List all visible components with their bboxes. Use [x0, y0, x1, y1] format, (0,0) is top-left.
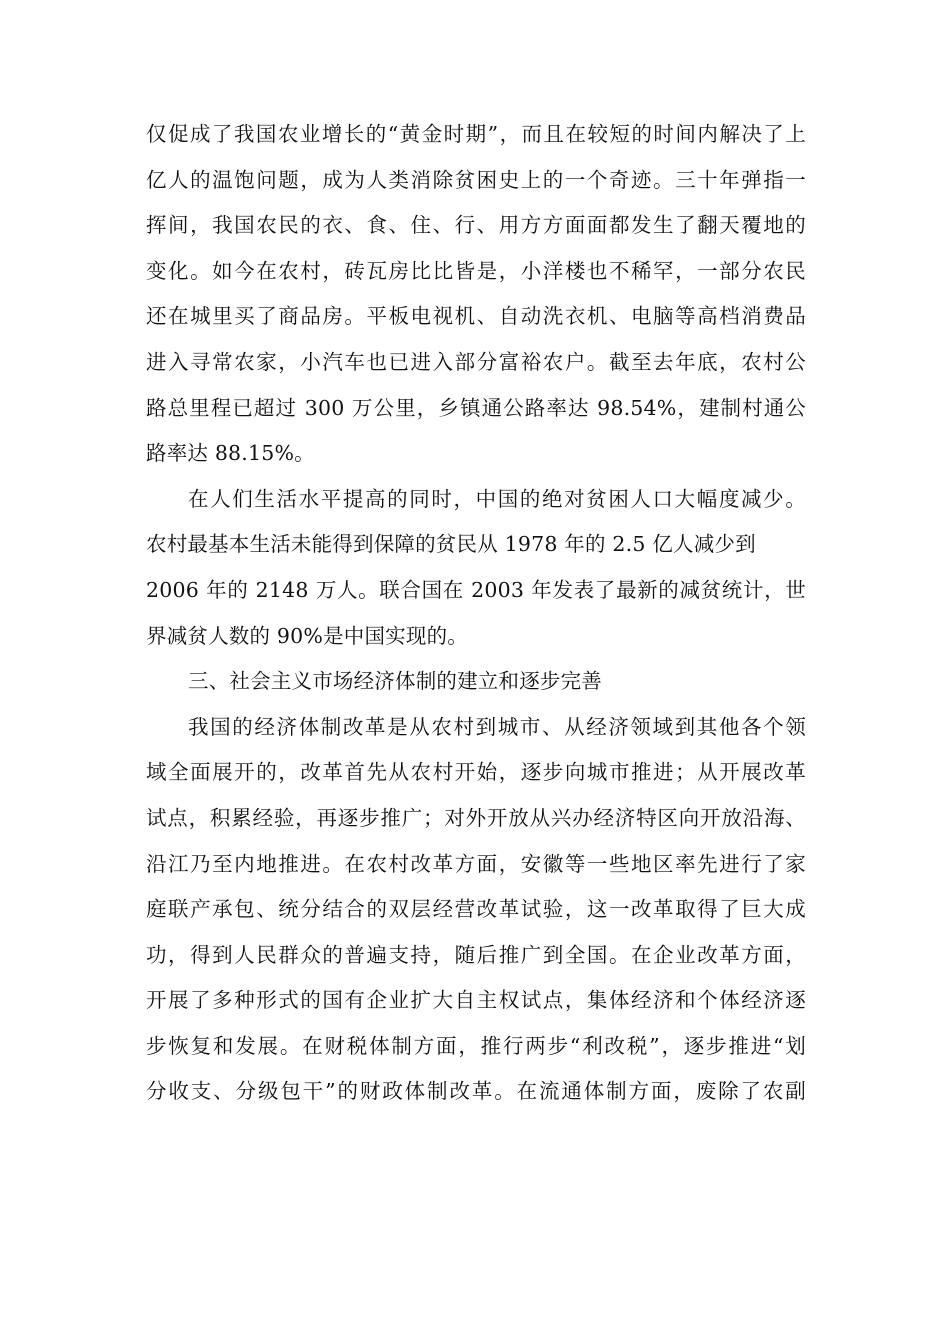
- text-line: 界减贫人数的 90%是中国实现的。: [146, 623, 468, 648]
- text-line: 沿江乃至内地推进。在农村改革方面，安徽等一些地区率先进行了家: [146, 851, 806, 876]
- text-line: 亿人的温饱问题，成为人类消除贫困史上的一个奇迹。三十年弹指一: [146, 167, 806, 192]
- text-line: 进入寻常农家，小汽车也已进入部分富裕农户。截至去年底，农村公: [146, 349, 806, 374]
- paragraph-first-line: 三、社会主义市场经济体制的建立和逐步完善: [188, 669, 602, 694]
- text-line: 庭联产承包、统分结合的双层经营改革试验，这一改革取得了巨大成: [146, 897, 806, 922]
- text-line: 还在城里买了商品房。平板电视机、自动洗衣机、电脑等高档消费品: [146, 304, 806, 329]
- text-line: 分收支、分级包干”的财政体制改革。在流通体制方面，废除了农副: [146, 1079, 806, 1104]
- text-line: 功，得到人民群众的普遍支持，随后推广到全国。在企业改革方面，: [146, 942, 806, 967]
- paragraph-first-line: 我国的经济体制改革是从农村到城市、从经济领域到其他各个领: [188, 714, 806, 739]
- text-line: 步恢复和发展。在财税体制方面，推行两步“利改税”，逐步推进“划: [146, 1033, 806, 1058]
- text-line: 变化。如今在农村，砖瓦房比比皆是，小洋楼也不稀罕，一部分农民: [146, 258, 806, 283]
- text-line: 路总里程已超过 300 万公里，乡镇通公路率达 98.54%，建制村通公: [146, 395, 806, 420]
- paragraph-first-line: 在人们生活水平提高的同时，中国的绝对贫困人口大幅度减少。: [188, 486, 806, 511]
- text-line: 挥间，我国农民的衣、食、住、行、用方方面面都发生了翻天覆地的: [146, 213, 806, 238]
- text-line: 开展了多种形式的国有企业扩大自主权试点，集体经济和个体经济逐: [146, 988, 806, 1013]
- body-text: [146, 112, 806, 1115]
- text-line: 2006 年的 2148 万人。联合国在 2003 年发表了最新的减贫统计，世: [146, 577, 806, 602]
- text-line: 域全面展开的，改革首先从农村开始，逐步向城市推进；从开展改革: [146, 760, 806, 785]
- text-line: 农村最基本生活未能得到保障的贫民从 1978 年的 2.5 亿人减少到: [146, 532, 756, 557]
- text-line: 路率达 88.15%。: [146, 441, 315, 466]
- text-line: 仅促成了我国农业增长的“黄金时期”，而且在较短的时间内解决了上: [146, 122, 806, 146]
- text-line: 试点，积累经验，再逐步推广；对外开放从兴办经济特区向开放沿海、: [146, 805, 806, 830]
